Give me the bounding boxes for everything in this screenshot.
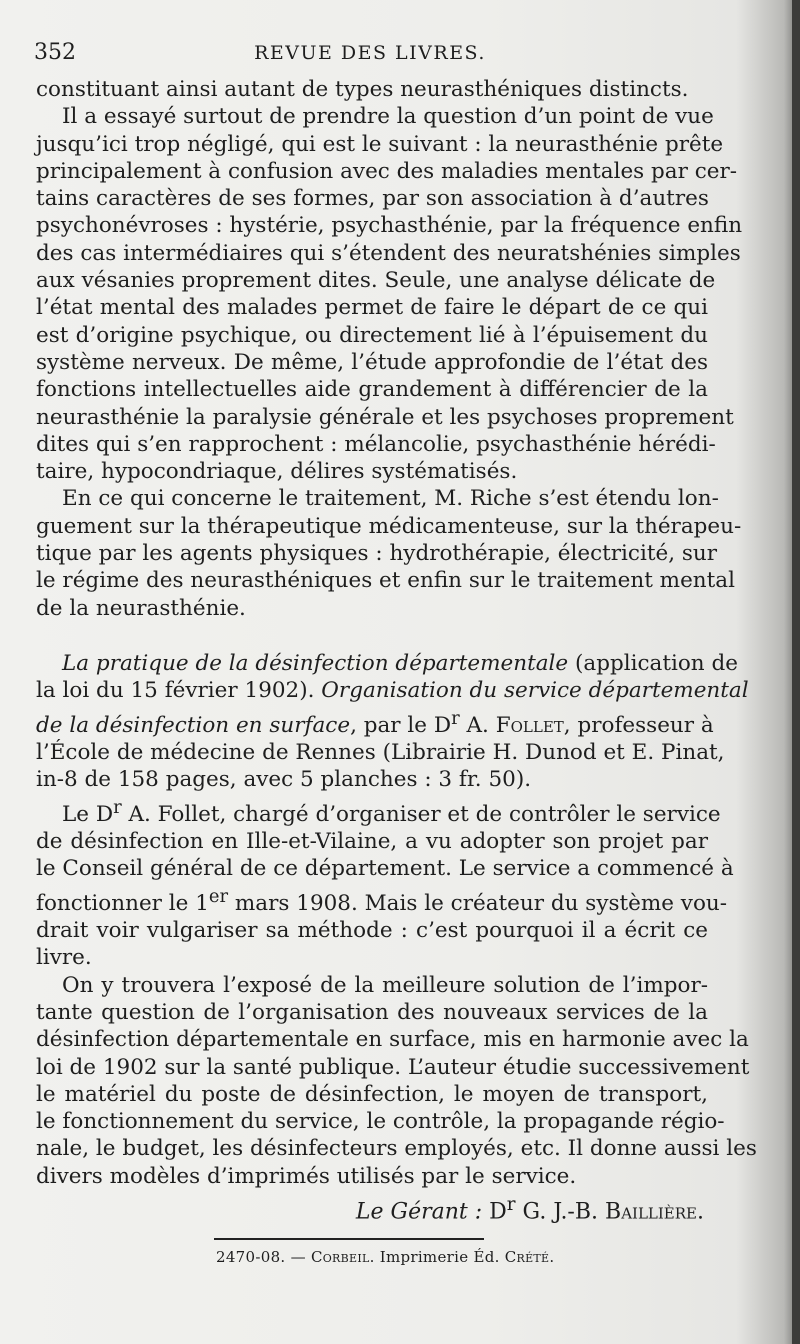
text-line: nale, le budget, les désinfecteurs employés, etc. Il donne aussi les xyxy=(36,1136,757,1162)
text-fragment: D xyxy=(482,1199,507,1225)
text-fragment: . xyxy=(549,1248,555,1267)
book-title: La pratique de la désinfection départementale xyxy=(62,650,569,676)
text-line: livre. xyxy=(36,945,92,971)
text-line: le Conseil général de ce département. Le service a commencé à xyxy=(36,856,734,882)
text-line: principalement à confusion avec des maladies mentales par cer- xyxy=(36,158,738,184)
text-line xyxy=(36,883,728,917)
manager-signature xyxy=(36,1194,708,1224)
paragraph-continuation xyxy=(36,76,708,103)
text-line: constituant ainsi autant de types neurasthéniques distincts. xyxy=(36,77,689,102)
text-line: le fonctionnement du service, le contrôle, la propagande régio- xyxy=(36,1109,725,1135)
book-subtitle: Organisation du service départemental xyxy=(321,678,749,704)
text-fragment: . xyxy=(697,1199,704,1225)
text-line: On y trouvera l’exposé de la meilleure solution de l’impor- xyxy=(62,972,708,998)
superscript: er xyxy=(208,885,229,907)
text-line: le régime des neurasthéniques et enfin sur le traitement mental xyxy=(36,568,735,594)
paragraph-follet-service xyxy=(36,794,734,972)
text-line xyxy=(36,705,714,739)
text-line: neurasthénie la paralysie générale et les psychoses proprement xyxy=(36,404,734,430)
text-line: le matériel du poste de désinfection, le moyen de transport, xyxy=(36,1081,708,1107)
text-line: tique par les agents physiques : hydrothérapie, électricité, sur xyxy=(36,541,718,567)
printer-name: Crété xyxy=(504,1248,550,1267)
text-fragment: (application de xyxy=(568,650,738,676)
text-fragment: A. Follet, chargé d’organiser et de contrôler le service xyxy=(121,801,721,827)
imprint-city: Corbeil xyxy=(310,1248,370,1267)
paragraph-contents xyxy=(36,972,757,1190)
text-line: dites qui s’en rapprochent : mélancolie, psychasthénie hérédi- xyxy=(36,431,716,457)
author-name: Follet xyxy=(495,712,564,738)
text-line: des cas intermédiaires qui s’étendent des neuratshénies simples xyxy=(36,240,741,266)
text-line: tains caractères de ses formes, par son association à d’autres xyxy=(36,186,709,212)
review-citation xyxy=(36,650,749,794)
text-line xyxy=(36,794,721,828)
page-body xyxy=(36,76,757,1267)
page-header xyxy=(34,40,706,70)
binding-edge xyxy=(792,0,800,1344)
text-line: drait voir vulgariser sa méthode : c’est pourquoi il a écrit ce xyxy=(36,918,708,944)
text-line: l’École de médecine de Rennes (Librairie H. Dunod et E. Pinat, xyxy=(36,739,725,765)
text-line: désinfection départementale en surface, mis en harmonie avec la xyxy=(36,1027,749,1053)
section-gap xyxy=(36,622,708,650)
text-fragment: G. J.-B. xyxy=(515,1199,606,1225)
page-number: 352 xyxy=(34,40,76,65)
text-fragment: 2470-08. — xyxy=(216,1248,311,1267)
text-line: psychonévroses : hystérie, psychasthénie, par la fréquence enfin xyxy=(36,213,743,239)
printer-imprint xyxy=(216,1248,708,1266)
text-line: de la neurasthénie. xyxy=(36,595,246,621)
text-line xyxy=(36,677,749,704)
text-line: fonctions intellectuelles aide grandement à différencier de la xyxy=(36,377,708,403)
text-line: En ce qui concerne le traitement, M. Riche s’est étendu lon- xyxy=(62,486,719,512)
text-line: loi de 1902 sur la santé publique. L’auteur étudie successivement xyxy=(36,1054,750,1080)
text-line: jusqu’ici trop négligé, qui est le suivant : la neurasthénie prête xyxy=(36,131,724,157)
superscript: r xyxy=(506,1194,516,1216)
text-fragment: A. xyxy=(459,712,496,738)
signatory-name: Baillière xyxy=(605,1199,697,1225)
book-subtitle-cont: de la désinfection en surface xyxy=(36,712,351,738)
text-line: l’état mental des malades permet de faire le départ de ce qui xyxy=(36,295,708,321)
text-fragment: Le D xyxy=(62,801,114,827)
text-fragment: mars 1908. Mais le créateur du système vou- xyxy=(228,890,728,916)
signature-label: Le Gérant : xyxy=(355,1199,483,1225)
text-fragment: , par le D xyxy=(350,712,452,738)
text-fragment: la loi du 15 février 1902). xyxy=(36,678,322,704)
running-title: REVUE DES LIVRES. xyxy=(254,42,486,64)
superscript: r xyxy=(113,796,122,818)
text-line: taire, hypocondriaque, délires systématisés. xyxy=(36,459,518,485)
text-line: aux vésanies proprement dites. Seule, une analyse délicate de xyxy=(36,268,716,294)
text-line xyxy=(36,650,738,677)
divider-rule xyxy=(214,1238,484,1240)
text-line: système nerveux. De même, l’étude approfondie de l’état des xyxy=(36,349,708,375)
text-line: est d’origine psychique, ou directement lié à l’épuisement du xyxy=(36,322,708,348)
paragraph-differential-diagnosis xyxy=(36,103,743,485)
text-line: guement sur la thérapeutique médicamenteuse, sur la thérapeu- xyxy=(36,513,742,539)
superscript: r xyxy=(451,707,460,729)
text-line: divers modèles d’imprimés utilisés par le service. xyxy=(36,1163,577,1189)
text-line: tante question de l’organisation des nouveaux services de la xyxy=(36,999,708,1025)
text-line: Il a essayé surtout de prendre la question d’un point de vue xyxy=(62,104,714,130)
paragraph-treatment xyxy=(36,485,742,621)
text-line: in-8 de 158 pages, avec 5 planches : 3 fr. 50). xyxy=(36,767,532,793)
text-line: de désinfection en Ille-et-Vilaine, a vu adopter son projet par xyxy=(36,829,708,855)
text-fragment: . Imprimerie Éd. xyxy=(369,1248,505,1267)
text-fragment: , professeur à xyxy=(563,712,714,738)
text-fragment: fonctionner le 1 xyxy=(36,890,209,916)
